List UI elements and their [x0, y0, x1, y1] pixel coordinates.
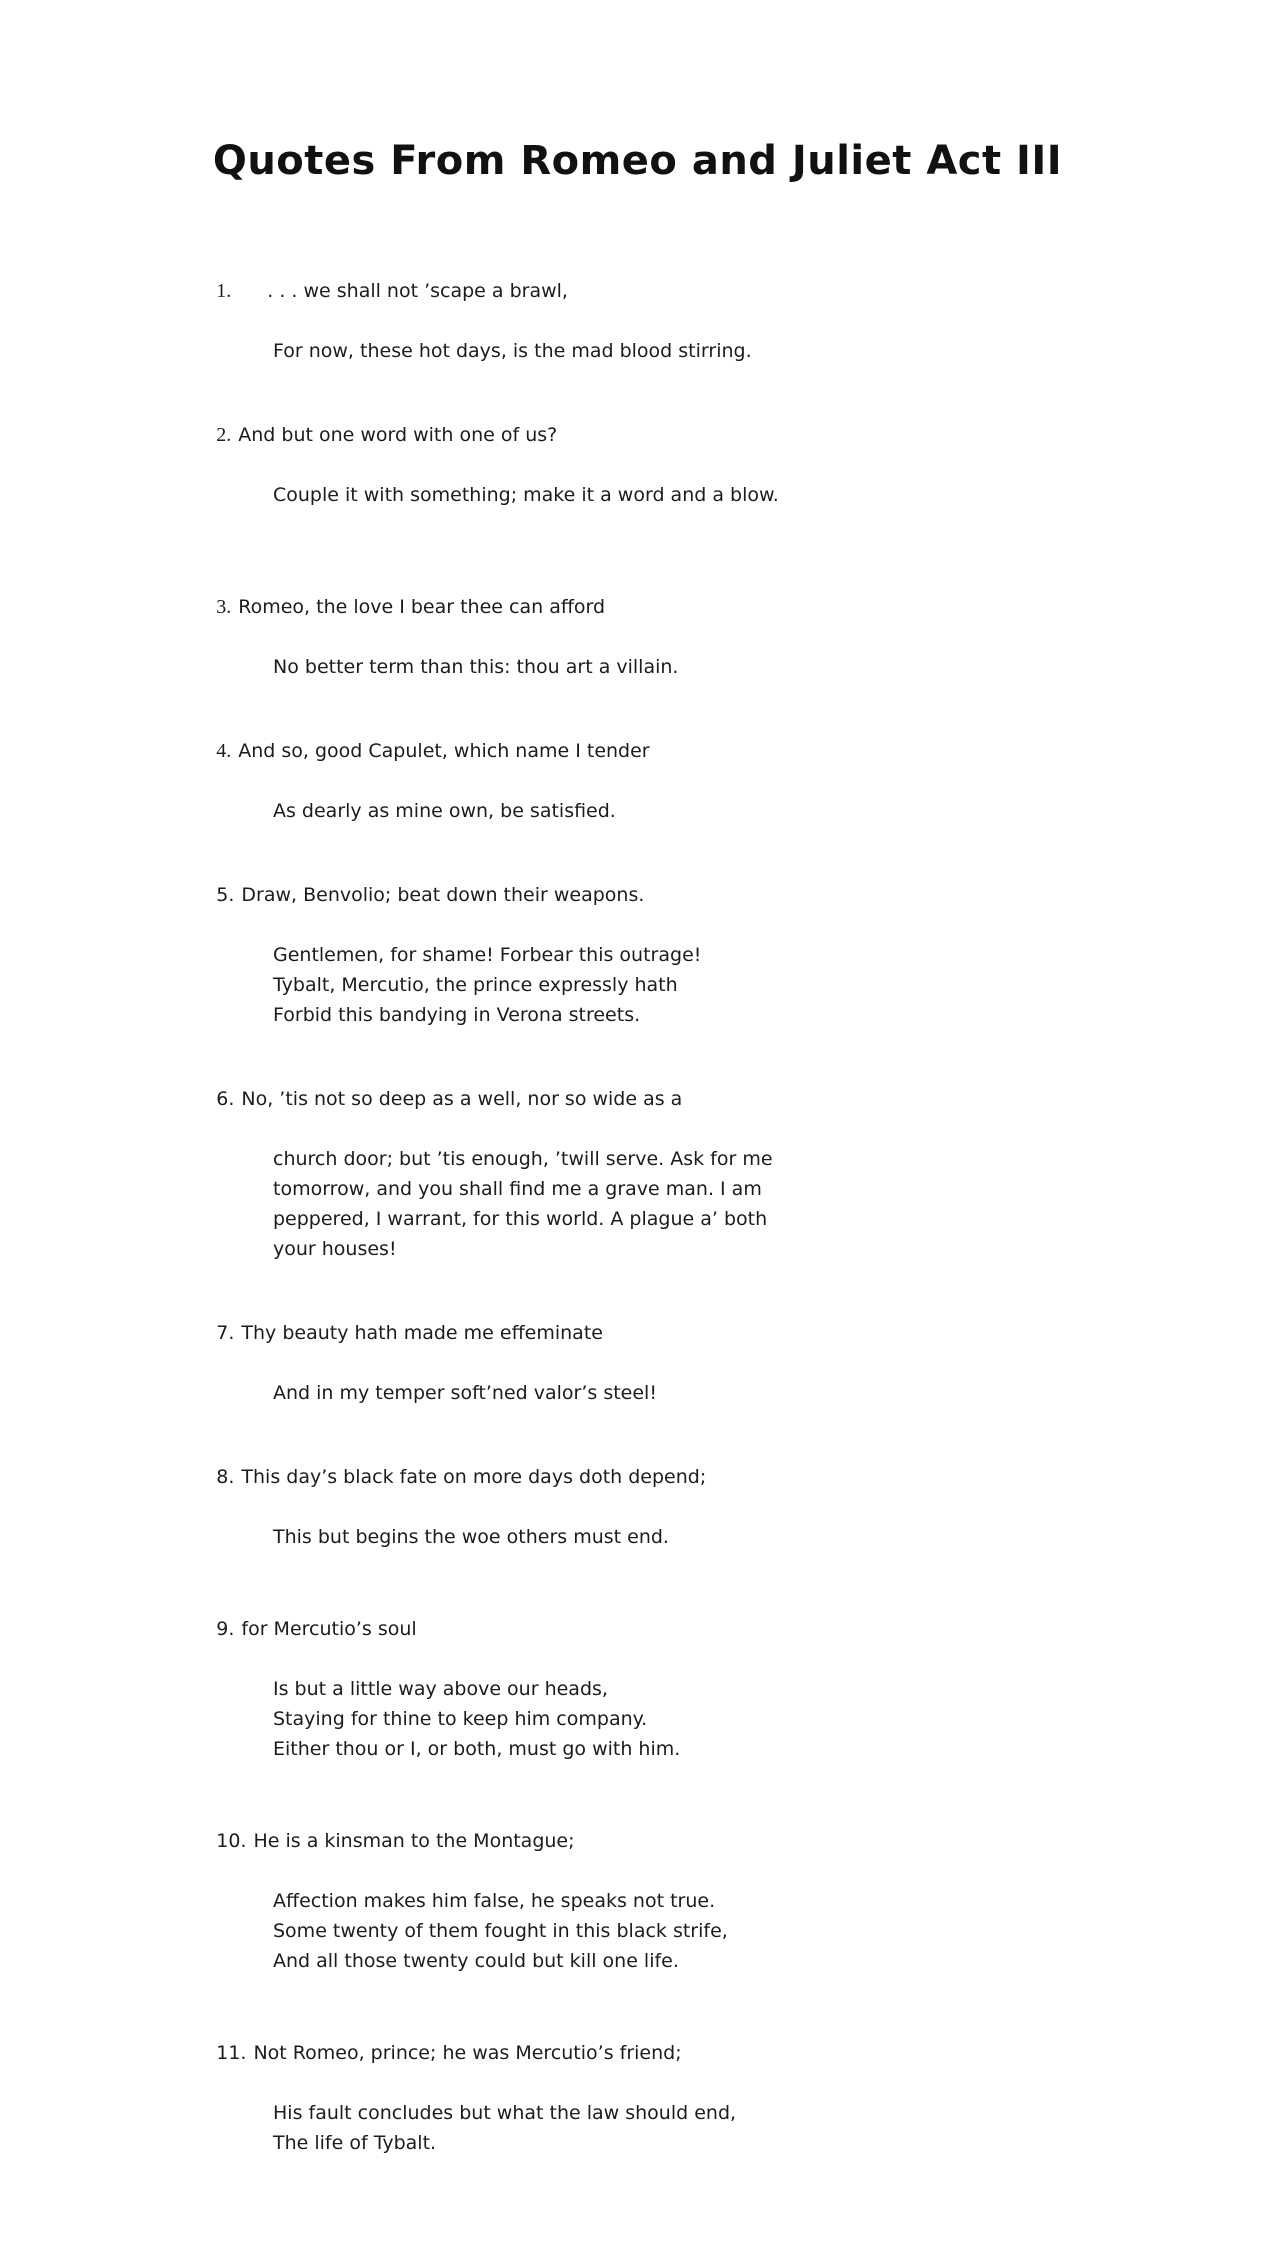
- quote-number: 10.: [216, 1830, 247, 1852]
- quote-line: tomorrow, and you shall find me a grave man. I am: [273, 1178, 762, 1200]
- quote-line: Staying for thine to keep him company.: [273, 1708, 648, 1730]
- quote-number: 1.: [216, 280, 232, 302]
- quote-line: The life of Tybalt.: [273, 2132, 437, 2154]
- quote-line: As dearly as mine own, be satisfied.: [273, 800, 616, 822]
- quote-item-2: [180, 390, 1115, 510]
- quote-item-8: [180, 1432, 1115, 1552]
- quote-line: His fault concludes but what the law should end,: [273, 2102, 737, 2124]
- quote-first-line: [180, 850, 1115, 940]
- quote-number: 11.: [216, 2042, 247, 2064]
- quote-item-11: [180, 2008, 1115, 2158]
- quote-text: And so, good Capulet, which name I tender: [238, 740, 650, 762]
- quote-text: for Mercutio’s soul: [241, 1618, 417, 1640]
- quote-first-line: [180, 1432, 1115, 1522]
- quote-line: Affection makes him false, he speaks not true.: [273, 1890, 716, 1912]
- quote-first-line: [180, 246, 1115, 336]
- quote-first-line: [180, 1584, 1115, 1674]
- quote-text: Draw, Benvolio; beat down their weapons.: [241, 884, 645, 906]
- quote-number: 5.: [216, 884, 235, 906]
- quote-first-line: [180, 390, 1115, 480]
- quote-line: Either thou or I, or both, must go with him.: [273, 1738, 681, 1760]
- quote-line: Forbid this bandying in Verona streets.: [273, 1004, 641, 1026]
- quote-line: Tybalt, Mercutio, the prince expressly hath: [273, 974, 678, 996]
- quote-number: 4.: [216, 740, 232, 762]
- quote-text: Thy beauty hath made me effeminate: [241, 1322, 603, 1344]
- quote-line: Is but a little way above our heads,: [273, 1678, 608, 1700]
- quote-line: your houses!: [273, 1238, 397, 1260]
- quote-line: church door; but ’tis enough, ’twill serve. Ask for me: [273, 1148, 773, 1170]
- quote-text: No, ’tis not so deep as a well, nor so wide as a: [241, 1088, 683, 1110]
- quote-item-3: [180, 562, 1115, 682]
- quote-text: Not Romeo, prince; he was Mercutio’s friend;: [253, 2042, 682, 2064]
- quote-line: And in my temper soft’ned valor’s steel!: [273, 1382, 657, 1404]
- quote-first-line: [180, 1796, 1115, 1886]
- quote-number: 6.: [216, 1088, 235, 1110]
- quote-line: peppered, I warrant, for this world. A plague a’ both: [273, 1208, 768, 1230]
- quote-text: And but one word with one of us?: [238, 424, 558, 446]
- quote-item-4: [180, 706, 1115, 826]
- page-title: Quotes From Romeo and Juliet Act III: [212, 138, 1063, 184]
- quote-line: And all those twenty could but kill one life.: [273, 1950, 679, 1972]
- quote-first-line: [180, 706, 1115, 796]
- quote-line: This but begins the woe others must end.: [273, 1526, 669, 1548]
- quote-number: 9.: [216, 1618, 235, 1640]
- quote-first-line: [180, 1054, 1115, 1144]
- quote-item-6: [180, 1054, 1115, 1264]
- quote-line: Some twenty of them fought in this black strife,: [273, 1920, 728, 1942]
- quote-text: This day’s black fate on more days doth depend;: [241, 1466, 707, 1488]
- quote-first-line: [180, 1288, 1115, 1378]
- quote-item-1: [180, 246, 1115, 366]
- quote-number: 7.: [216, 1322, 235, 1344]
- quote-first-line: [180, 2008, 1115, 2098]
- quote-item-5: [180, 850, 1115, 1030]
- quote-line: Couple it with something; make it a word and a blow.: [273, 484, 779, 506]
- quote-line: No better term than this: thou art a villain.: [273, 656, 679, 678]
- quote-item-7: [180, 1288, 1115, 1408]
- quote-first-line: [180, 562, 1115, 652]
- quote-line: For now, these hot days, is the mad blood stirring.: [273, 340, 752, 362]
- quote-text: Romeo, the love I bear thee can afford: [238, 596, 606, 618]
- quote-number: 3.: [216, 596, 232, 618]
- quote-text: He is a kinsman to the Montague;: [253, 1830, 575, 1852]
- quote-item-10: [180, 1796, 1115, 1976]
- quote-number: 2.: [216, 424, 232, 446]
- quote-item-9: [180, 1584, 1115, 1764]
- quote-text: . . . we shall not ’scape a brawl,: [267, 280, 568, 302]
- quote-number: 8.: [216, 1466, 235, 1488]
- quote-line: Gentlemen, for shame! Forbear this outrage!: [273, 944, 702, 966]
